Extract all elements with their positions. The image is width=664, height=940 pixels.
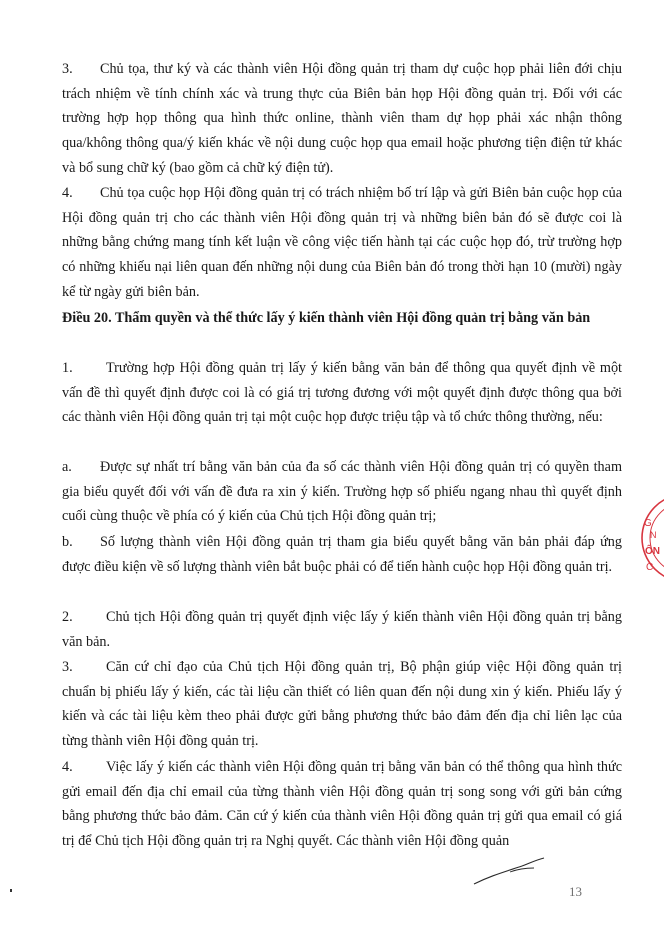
- paragraph-number: 4.: [62, 185, 73, 201]
- stamp-fragment: [638, 488, 664, 588]
- svg-text:C: C: [646, 562, 654, 573]
- svg-text:N: N: [650, 530, 657, 540]
- signature-mark: [470, 856, 550, 890]
- paragraph-text: Số lượng thành viên Hội đồng quản trị tham gia biểu quyết bằng văn bản phải đáp ứng được điều kiện về số lượng thành viên bắt buộc phải có để tiến hành cuộc họp Hội đồng quản trị.: [62, 534, 622, 575]
- page-number: 13: [569, 884, 582, 899]
- article-20-clause-2: [62, 605, 622, 654]
- paragraph-number: 3.: [62, 61, 73, 77]
- paragraph-text: Chủ tọa cuộc họp Hội đồng quản trị có trách nhiệm bố trí lập và gửi Biên bản cuộc họp của Hội đồng quản trị cho các thành viên Hội đồng quản trị và những biên bản đó sẽ được coi là những bằng chứng mang tính kết luận về công việc tiến hành tại các cuộc họp đó, trừ trường hợp có những khiếu nại liên quan đến những nội dung của Biên bản đó trong thời hạn 10 (mười) ngày kể từ ngày gửi biên bản.: [62, 185, 622, 300]
- paragraph-number: 3.: [62, 659, 73, 675]
- svg-text:G: G: [644, 518, 652, 529]
- paragraph-4: [62, 181, 622, 305]
- paragraph-number: 2.: [62, 609, 73, 625]
- paragraph-text: Căn cứ chỉ đạo của Chủ tịch Hội đồng quản trị, Bộ phận giúp việc Hội đồng quản trị chuẩn bị phiếu lấy ý kiến, các tài liệu cần thiết có liên quan đến nội dung xin ý kiến. Phiếu lấy ý kiến và các tài liệu kèm theo phải được gửi bằng phương thức bảo đảm đến địa chỉ liên lạc của từng thành viên Hội đồng quản trị.: [62, 659, 622, 750]
- paragraph-number: 4.: [62, 759, 73, 775]
- paragraph-number: a.: [62, 459, 72, 475]
- paragraph-3: [62, 57, 622, 181]
- article-20-heading: Điều 20. Thẩm quyền và thể thức lấy ý kiến thành viên Hội đồng quản trị bằng văn bản: [62, 310, 591, 326]
- paragraph-number: b.: [62, 534, 73, 550]
- svg-text:ÔN: ÔN: [645, 546, 660, 557]
- paragraph-text: Trường hợp Hội đồng quản trị lấy ý kiến bằng văn bản để thông qua quyết định về một vấn đề thì quyết định được coi là có giá trị tương đương với một quyết định được thông qua bởi các thành viên Hội đồng quản trị tại một cuộc họp được triệu tập và tổ chức thông thường, nếu:: [62, 360, 622, 426]
- paragraph-text: Được sự nhất trí bằng văn bản của đa số các thành viên Hội đồng quản trị có quyền tham gia biểu quyết đối với vấn đề đưa ra xin ý kiến. Trường hợp số phiếu ngang nhau thì quyết định cuối cùng thuộc về phía có ý kiến của Chủ tịch Hội đồng quản trị;: [62, 459, 622, 525]
- scan-speck: [10, 889, 12, 892]
- stamp-icon: [638, 488, 664, 588]
- paragraph-text: Chủ tịch Hội đồng quản trị quyết định việc lấy ý kiến thành viên Hội đồng quản trị bằng văn bản.: [62, 609, 622, 650]
- paragraph-number: 1.: [62, 360, 73, 376]
- article-20-clause-1b: [62, 530, 622, 579]
- paragraph-text: Chủ tọa, thư ký và các thành viên Hội đồng quản trị tham dự cuộc họp phải liên đới chịu trách nhiệm về tính chính xác và trung thực của Biên bản họp Hội đồng quản trị. Đối với các trường hợp họp thông qua hình thức online, thành viên tham dự họp phải xác nhận thông qua/không thông qua/ý kiến khác về nội dung cuộc họp qua email hoặc phương tiện điện tử khác và bổ sung chữ ký (bao gồm cả chữ ký điện tử).: [62, 61, 622, 176]
- article-20-clause-4: [62, 755, 622, 854]
- article-20-clause-1a: [62, 455, 622, 529]
- article-20-clause-3: [62, 655, 622, 754]
- paragraph-text: Việc lấy ý kiến các thành viên Hội đồng quản trị bằng văn bản có thể thông qua hình thức gửi email đến địa chỉ email của từng thành viên Hội đồng quản trị song song với gửi bản cứng bằng phương thức bảo đảm. Căn cứ ý kiến của thành viên Hội đồng quản trị gửi qua email có giá trị để Chủ tịch Hội đồng quản trị ra Nghị quyết. Các thành viên Hội đồng quản: [62, 759, 622, 850]
- article-20-clause-1: [62, 356, 622, 430]
